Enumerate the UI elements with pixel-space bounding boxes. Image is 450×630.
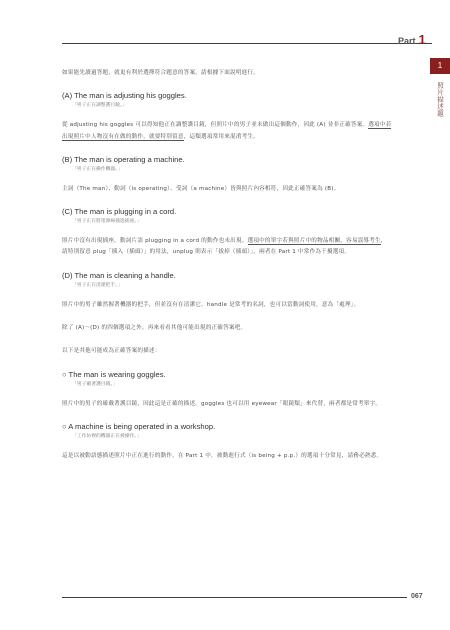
explanation-b: 主詞（The man）、動詞（is operating）、受詞（a machine）皆與照片內容相符，因此正確答案為 (B)。 <box>62 185 340 192</box>
option-b: (B) The man is operating a machine. <box>62 154 185 164</box>
summary-paragraph: 除了 (A)～(D) 的四個選項之外，再來看看其他可能出現的正確答案吧。 <box>62 325 247 332</box>
extra-answer-2-translation: 「工作坊裡的機器正在被操作。」 <box>72 433 142 439</box>
extra-answer-1: ○ The man is wearing goggles. <box>62 369 166 379</box>
extra-explanation-2: 這是以被動語態描述照片中正在進行的動作。在 Part 1 中，被動進行式（is being + p.p.）的選項十分常見，請務必熟悉。 <box>62 452 383 459</box>
side-tab: 1 <box>430 58 450 74</box>
intro-paragraph: 如果能先讀過答題，就更有利於選擇符合題意的答案。請根據下面說明進行。 <box>62 70 259 76</box>
explanation-a <box>62 120 392 143</box>
option-d: (D) The man is cleaning a handle. <box>62 270 176 280</box>
extra-explanation-1: 照片中的男子的確戴著護目鏡，因此這是正確的描述。goggles 也可以用 eyewear「眼鏡類」來代替，兩者都是常考單字。 <box>62 400 382 407</box>
footer-rule <box>62 597 407 598</box>
option-a-translation: 「男子正在調整護目鏡。」 <box>72 103 128 109</box>
header-rule <box>62 43 432 44</box>
explanation-c <box>62 236 392 259</box>
extra-answer-2: ○ A machine is being operated in a workshop. <box>62 421 216 431</box>
side-section-title: 照片描述題 <box>436 82 444 117</box>
option-d-translation: 「男子正在清潔把手。」 <box>72 282 123 288</box>
part-number: 1 <box>418 32 426 47</box>
option-c-translation: 「男子正在將電源線插進插座。」 <box>72 219 142 225</box>
explanation-c-text: 照片中沒有出現插座，動詞片語 plugging in a cord 的動作也未出現。 <box>62 238 248 245</box>
page-content <box>62 68 392 474</box>
explanation-d: 照片中的男子雖然握著機器的把手，但並沒有在清潔它。handle 是常考的名詞，也可以當動詞使用，意為「處理」。 <box>62 301 360 308</box>
part-label <box>398 32 426 47</box>
option-a: (A) The man is adjusting his goggles. <box>62 91 187 101</box>
explanation-c-tail: ，請特別留意 plug「插入（插頭）」的用法，unplug 則表示「拔掉（插頭）」，兩者在 Part 1 中常作為干擾選項。 <box>62 238 387 256</box>
explanation-a-underline: 選項中若出現照片中人物沒有在做的動作，就要特別留意 <box>62 122 392 140</box>
option-c: (C) The man is plugging in a cord. <box>62 207 177 217</box>
other-answers-intro: 以下是其他可能成為正確答案的描述： <box>62 348 161 355</box>
explanation-a-tail: ，這類選項常用來混淆考生。 <box>183 133 259 140</box>
extra-answer-1-translation: 「男子戴著護目鏡。」 <box>72 381 118 387</box>
option-b-translation: 「男子正在操作機器。」 <box>72 166 123 172</box>
part-label-text: Part <box>398 36 416 46</box>
explanation-c-underline: 選項中的單字若與照片中的物品相關，容易誤導考生 <box>247 238 381 245</box>
page-number: 067 <box>411 593 423 600</box>
explanation-a-text: 從 adjusting his goggles 可以得知他正在調整護目鏡，但照片中的男子並未做出這個動作，因此 (A) 並非正確答案。 <box>62 122 369 129</box>
